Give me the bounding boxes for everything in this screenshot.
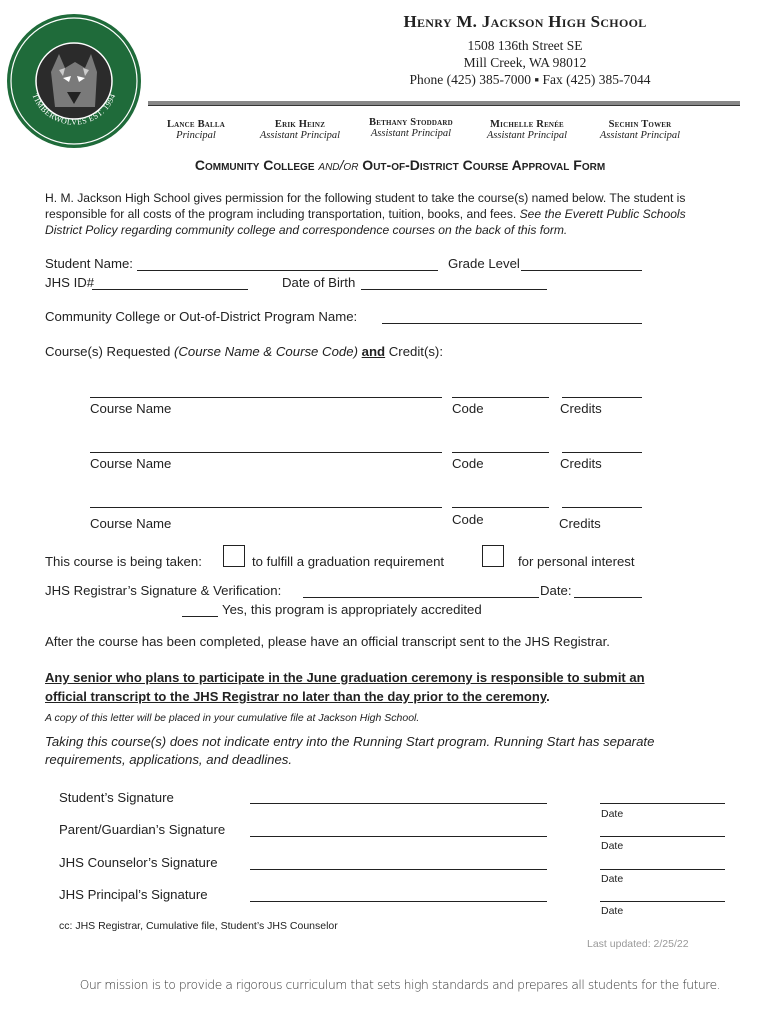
counselor-signature-field[interactable] bbox=[250, 869, 547, 870]
courses-label-and: and bbox=[361, 344, 386, 359]
course-credits-field-2[interactable] bbox=[562, 452, 642, 453]
graduation-requirement-label: to fulfill a graduation requirement bbox=[252, 554, 445, 569]
form-title-part1: Community College bbox=[194, 157, 319, 173]
counselor-signature-label: JHS Counselor’s Signature bbox=[59, 855, 218, 870]
student-name-label: Student Name: bbox=[45, 256, 133, 271]
senior-notice bbox=[45, 668, 685, 706]
registrar-signature-field[interactable] bbox=[303, 597, 539, 598]
staff-assistant-3 bbox=[475, 119, 579, 141]
registrar-signature-label: JHS Registrar’s Signature & Verification: bbox=[45, 583, 282, 598]
course-name-field-1[interactable] bbox=[90, 397, 442, 398]
header-rule-shadow bbox=[148, 105, 740, 106]
course-name-caption: Course Name bbox=[90, 516, 172, 531]
after-course-note: After the course has been completed, please have an official transcript sent to the JHS Registrar. bbox=[45, 634, 610, 649]
staff-role: Principal bbox=[176, 130, 216, 141]
course-taken-label: This course is being taken: bbox=[45, 554, 202, 569]
accredited-blank[interactable] bbox=[182, 616, 218, 617]
courses-label-italic: (Course Name & Course Code) bbox=[174, 344, 358, 359]
program-name-field[interactable] bbox=[382, 323, 642, 324]
personal-interest-label: for personal interest bbox=[518, 554, 635, 569]
dob-label: Date of Birth bbox=[282, 275, 356, 290]
principal-date-label: Date bbox=[601, 905, 624, 917]
staff-role: Assistant Principal bbox=[486, 130, 568, 141]
course-credits-field-1[interactable] bbox=[562, 397, 642, 398]
cc-line: cc: JHS Registrar, Cumulative file, Student’s JHS Counselor bbox=[59, 920, 338, 932]
cumulative-file-note: A copy of this letter will be placed in your cumulative file at Jackson High School. bbox=[45, 712, 420, 724]
staff-assistant-4 bbox=[588, 119, 692, 141]
student-name-field[interactable] bbox=[137, 270, 438, 271]
form-title bbox=[0, 157, 770, 173]
course-name-field-2[interactable] bbox=[90, 452, 442, 453]
course-name-caption: Course Name bbox=[90, 456, 172, 471]
parent-date-label: Date bbox=[601, 840, 624, 852]
school-name: Henry M. Jackson High School bbox=[403, 12, 647, 31]
school-logo bbox=[5, 12, 143, 150]
code-caption: Code bbox=[452, 512, 484, 527]
staff-name: Michelle Renée bbox=[490, 119, 564, 130]
course-name-caption: Course Name bbox=[90, 401, 172, 416]
phone-fax: Phone (425) 385-7000 ▪ Fax (425) 385-7044 bbox=[409, 72, 651, 87]
courses-label-1: Course(s) Requested bbox=[45, 344, 175, 359]
registrar-date-label: Date: bbox=[540, 583, 572, 598]
grade-level-label: Grade Level bbox=[448, 256, 520, 271]
principal-signature-label: JHS Principal’s Signature bbox=[59, 887, 208, 902]
course-name-field-3[interactable] bbox=[90, 507, 442, 508]
counselor-date-field[interactable] bbox=[600, 869, 725, 870]
principal-signature-field[interactable] bbox=[250, 901, 547, 902]
intro-italic: See the Everett Public Schools District Policy regarding community college and correspondence courses on the back of this form. bbox=[45, 207, 686, 237]
running-start-note: Taking this course(s) does not indicate entry into the Running Start program. Running Start has separate requirements, applications, and deadlines. bbox=[45, 734, 655, 767]
course-credits-field-3[interactable] bbox=[562, 507, 642, 508]
jhs-id-field[interactable] bbox=[92, 289, 248, 290]
mission-statement: Our mission is to provide a rigorous curriculum that sets high standards and prepares all students for the future. bbox=[79, 978, 721, 992]
principal-date-field[interactable] bbox=[600, 901, 725, 902]
staff-role: Assistant Principal bbox=[370, 128, 452, 139]
program-name-label: Community College or Out-of-District Program Name: bbox=[45, 309, 358, 324]
course-code-field-2[interactable] bbox=[452, 452, 549, 453]
intro-paragraph bbox=[45, 190, 725, 238]
parent-signature-label: Parent/Guardian’s Signature bbox=[59, 822, 226, 837]
staff-role: Assistant Principal bbox=[259, 130, 341, 141]
counselor-date-label: Date bbox=[601, 873, 624, 885]
credits-caption: Credits bbox=[560, 401, 602, 416]
grade-level-field[interactable] bbox=[521, 270, 642, 271]
parent-date-field[interactable] bbox=[600, 836, 725, 837]
staff-role: Assistant Principal bbox=[599, 130, 681, 141]
accredited-label: Yes, this program is appropriately accredited bbox=[222, 602, 482, 617]
staff-assistant-1 bbox=[250, 119, 350, 141]
senior-notice-text: Any senior who plans to participate in the June graduation ceremony is responsible to submit an official transcript to the JHS Registrar no later than the day prior to the ceremony bbox=[45, 670, 645, 704]
staff-name: Lance Balla bbox=[166, 119, 226, 130]
staff-principal bbox=[150, 119, 242, 141]
course-code-field-1[interactable] bbox=[452, 397, 549, 398]
staff-name: Bethany Stoddard bbox=[369, 117, 453, 128]
dob-field[interactable] bbox=[361, 289, 547, 290]
address-line-1: 1508 136th Street SE bbox=[467, 38, 583, 53]
student-date-label: Date bbox=[601, 808, 624, 820]
course-code-field-3[interactable] bbox=[452, 507, 549, 508]
registrar-date-field[interactable] bbox=[574, 597, 642, 598]
personal-interest-checkbox[interactable] bbox=[482, 545, 504, 567]
graduation-requirement-checkbox[interactable] bbox=[223, 545, 245, 567]
courses-requested-label bbox=[45, 344, 443, 359]
credits-caption: Credits bbox=[560, 456, 602, 471]
logo-text-top bbox=[5, 12, 143, 15]
code-caption: Code bbox=[452, 401, 484, 416]
last-updated: Last updated: 2/25/22 bbox=[587, 938, 689, 950]
jhs-id-label: JHS ID# bbox=[45, 275, 95, 290]
senior-notice-period: . bbox=[546, 689, 550, 704]
staff-name: Sechin Tower bbox=[608, 119, 672, 130]
student-date-field[interactable] bbox=[600, 803, 725, 804]
code-caption: Code bbox=[452, 456, 484, 471]
courses-label-2: Credit(s): bbox=[385, 344, 443, 359]
student-signature-label: Student’s Signature bbox=[59, 790, 174, 805]
staff-name: Erik Heinz bbox=[274, 119, 326, 130]
student-signature-field[interactable] bbox=[250, 803, 547, 804]
form-title-and-or: and/or bbox=[318, 157, 359, 173]
logo-text-bottom: TIMBERWOLVES EST. 1994 bbox=[30, 92, 118, 127]
intro-plain: H. M. Jackson High School gives permission for the following student to take the course(s) named below. The student is responsible for all costs of the program including transportation, tuition, books, and fees. bbox=[45, 191, 686, 221]
parent-signature-field[interactable] bbox=[250, 836, 547, 837]
credits-caption: Credits bbox=[559, 516, 601, 531]
address-line-2: Mill Creek, WA 98012 bbox=[463, 55, 587, 70]
form-title-part2: Out-of-District Course Approval Form bbox=[358, 157, 606, 173]
staff-assistant-2 bbox=[355, 117, 467, 139]
